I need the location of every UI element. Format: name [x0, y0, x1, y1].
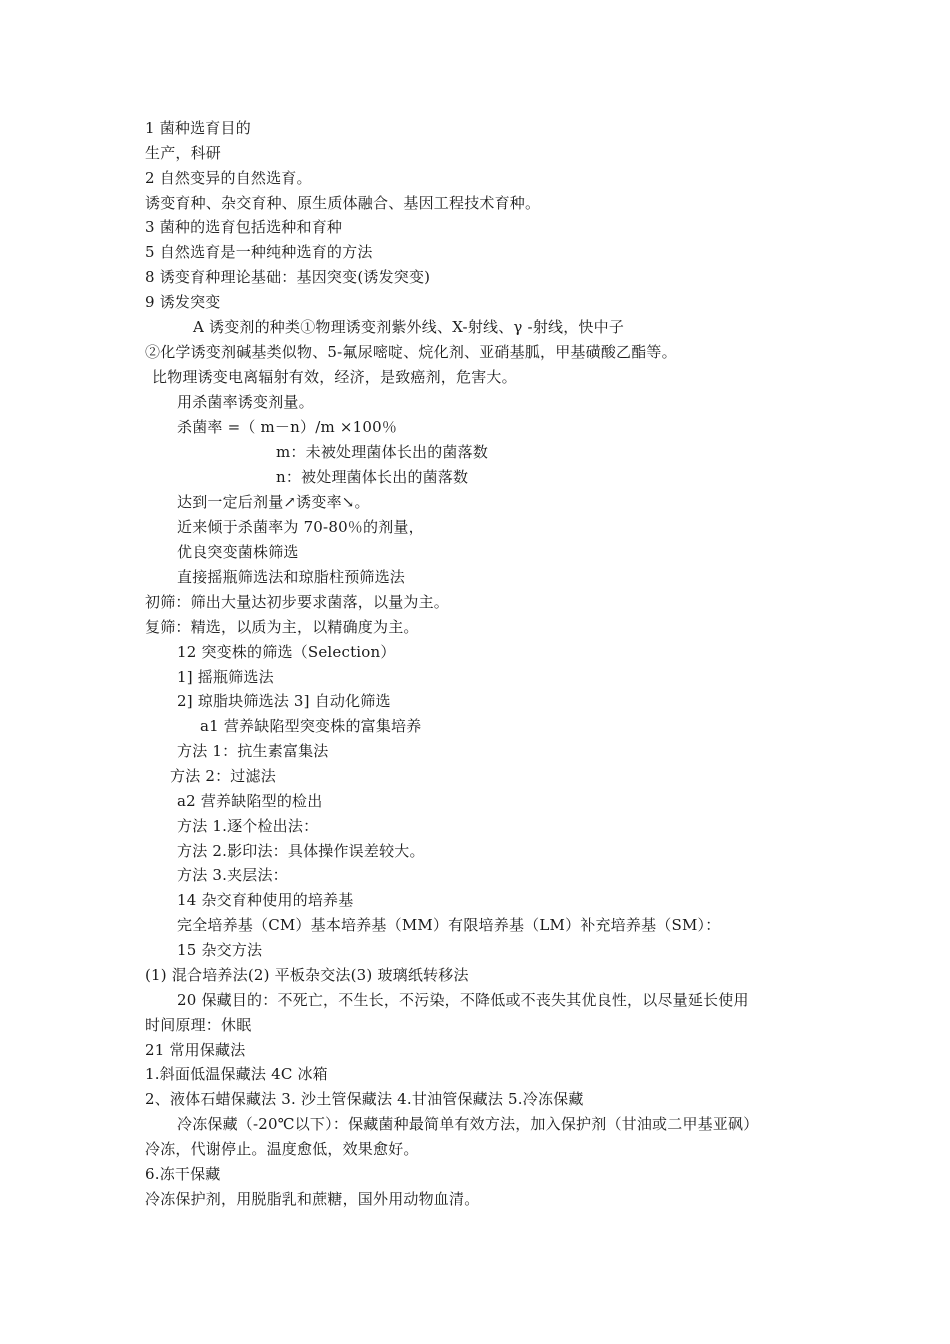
heading-2-natural-selection: 2 自然变异的自然选育。 [145, 169, 312, 187]
text-line: 初筛：筛出大量达初步要求菌落，以量为主。 [145, 593, 450, 611]
text-line: 用杀菌率诱变剂量。 [177, 393, 314, 411]
heading-6-freeze-drying: 6.冻干保藏 [145, 1165, 221, 1183]
heading-1-strain-breeding-purpose: 1 菌种选育目的 [145, 119, 251, 137]
text-line: A 诱变剂的种类①物理诱变剂紫外线、X-射线、γ -射线，快中子 [193, 318, 625, 336]
text-line: 方法 3.夹层法： [177, 866, 288, 884]
formula-kill-rate: 杀菌率 =（ m－n）/m ×100％ [177, 418, 398, 436]
text-line: 比物理诱变电离辐射有效，经济，是致癌剂，危害大。 [152, 368, 517, 386]
text-line: 完全培养基（CM）基本培养基（MM）有限培养基（LM）补充培养基（SM）： [177, 916, 721, 934]
text-line: 诱变育种、杂交育种、原生质体融合、基因工程技术育种。 [145, 194, 541, 212]
text-line: 方法 1：抗生素富集法 [177, 742, 329, 760]
text-line: a2 营养缺陷型的检出 [177, 792, 323, 810]
heading-3-strain-selection: 3 菌种的选育包括选种和育种 [145, 218, 343, 236]
text-line: 生产，科研 [145, 144, 222, 162]
text-line: 冷冻保护剂，用脱脂乳和蔗糖，国外用动物血清。 [145, 1190, 480, 1208]
text-line: 近来倾于杀菌率为 70-80％的剂量， [177, 518, 424, 536]
text-line: 达到一定后剂量↗诱变率↘。 [177, 493, 370, 511]
text-line: ②化学诱变剂碱基类似物、5-氟尿嘧啶、烷化剂、亚硝基胍，甲基磺酸乙酯等。 [145, 343, 677, 361]
heading-20-preservation-purpose: 20 保藏目的：不死亡，不生长，不污染，不降低或不丧失其优良性，以尽量延长使用 [177, 991, 749, 1009]
text-line: (1) 混合培养法(2) 平板杂交法(3) 玻璃纸转移法 [145, 966, 469, 984]
text-line: 冷冻，代谢停止。温度愈低，效果愈好。 [145, 1140, 419, 1158]
text-line: 直接摇瓶筛选法和琼脂柱预筛选法 [177, 568, 406, 586]
heading-15-hybrid-methods: 15 杂交方法 [177, 941, 263, 959]
text-line: 方法 1.逐个检出法： [177, 817, 319, 835]
heading-12-mutant-screening: 12 突变株的筛选（Selection） [177, 643, 396, 661]
text-line: 优良突变菌株筛选 [177, 543, 299, 561]
heading-21-preservation-methods: 21 常用保藏法 [145, 1041, 246, 1059]
text-line: 时间原理：休眠 [145, 1016, 252, 1034]
heading-5-natural-breeding: 5 自然选育是一种纯种选育的方法 [145, 243, 373, 261]
list-item: 1] 摇瓶筛选法 [177, 668, 274, 686]
text-line: 方法 2：过滤法 [170, 767, 276, 785]
text-line: 2、液体石蜡保藏法 3. 沙土管保藏法 4.甘油管保藏法 5.冷冻保藏 [145, 1090, 584, 1108]
text-line: 1.斜面低温保藏法 4C 冰箱 [145, 1065, 328, 1083]
list-item: 2] 琼脂块筛选法 3] 自动化筛选 [177, 692, 391, 710]
text-line: 复筛：精选，以质为主，以精确度为主。 [145, 618, 419, 636]
text-line: 冷冻保藏（-20℃以下）：保藏菌种最简单有效方法，加入保护剂（甘油或二甲基亚砜） [177, 1115, 759, 1133]
text-line: 方法 2.影印法：具体操作误差较大。 [177, 842, 425, 860]
formula-definition-n: n：被处理菌体长出的菌落数 [276, 468, 469, 486]
text-line: a1 营养缺陷型突变株的富集培养 [200, 717, 422, 735]
heading-9-induced-mutation: 9 诱发突变 [145, 293, 221, 311]
heading-14-hybrid-breeding-media: 14 杂交育种使用的培养基 [177, 891, 354, 909]
heading-8-mutation-breeding-theory: 8 诱变育种理论基础：基因突变(诱发突变) [145, 268, 431, 286]
formula-definition-m: m：未被处理菌体长出的菌落数 [276, 443, 489, 461]
